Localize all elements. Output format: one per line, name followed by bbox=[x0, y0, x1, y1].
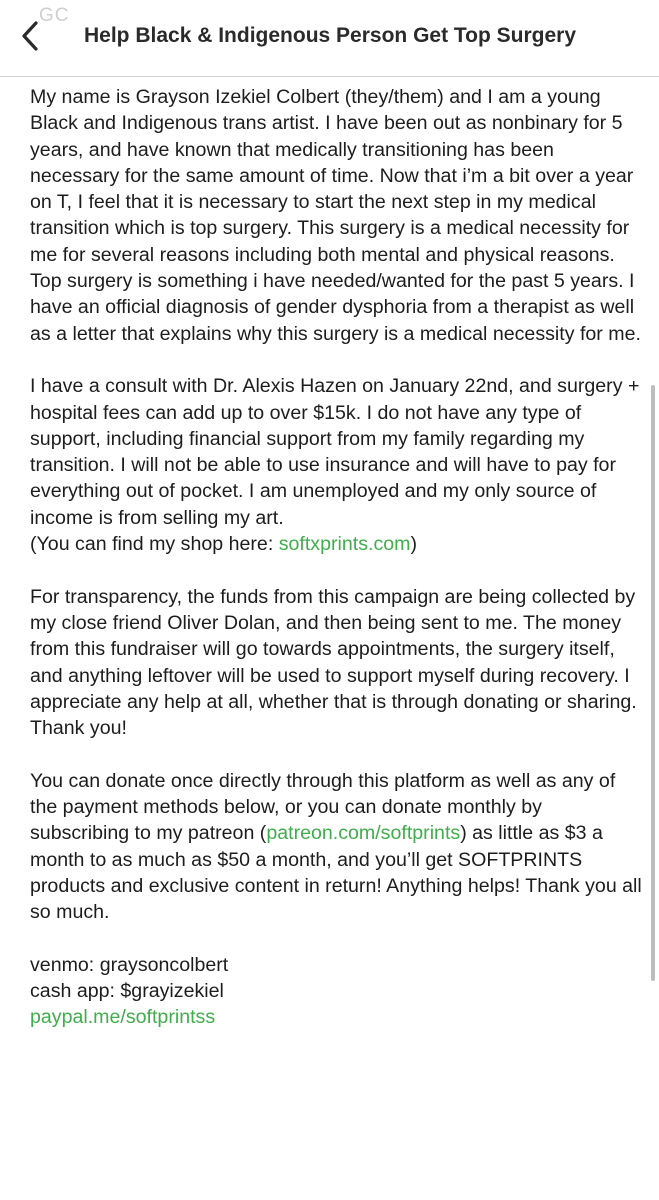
paragraph-intro: My name is Grayson Izekiel Colbert (they/them) and I am a young Black and Indigenous trans artist. I have been out as nonbinary for 5 years, and have known that medically transitioning has been necessary for the same amount of time. Now that i’m a bit over a year on T, I feel that it is necessary to start the next step in my medical transition which is top surgery. This surgery is a medical necessity for me for several reasons including both mental and physical reasons. Top surgery is something i have needed/wanted for the past 5 years. I have an official diagnosis of gender dysphoria from a therapist as well as a letter that explains why this surgery is a medical necessity for me. bbox=[30, 86, 641, 345]
paragraph-donate bbox=[30, 768, 642, 926]
page-title: Help Black & Indigenous Person Get Top Surgery bbox=[84, 24, 577, 47]
costs-text: I have a consult with Dr. Alexis Hazen on January 22nd, and surgery + hospital fees can add up to over $15k. I do not have any type of support, including financial support from my family regarding my transition. I will not be able to use insurance and will have to pay for everything out of pocket. I am unemployed and my only source of income is from selling my art. bbox=[30, 375, 640, 529]
payment-methods bbox=[30, 952, 642, 1031]
donate-text-after: ) as little as $3 a month to as much as $50 a month, and you’ll get SOFTPRINTS products and exclusive content in return! Anything helps! Thank you all so much. bbox=[30, 822, 642, 924]
shop-link[interactable]: softxprints.com bbox=[278, 533, 411, 556]
fundraiser-description bbox=[30, 84, 642, 1031]
shop-prefix: (You can find my shop here: bbox=[30, 533, 279, 556]
scrollbar[interactable] bbox=[651, 385, 655, 981]
paragraph-costs bbox=[30, 373, 642, 557]
shop-line bbox=[30, 531, 642, 557]
cashapp-handle: cash app: $grayizekiel bbox=[30, 980, 224, 1003]
patreon-link[interactable]: patreon.com/softprints bbox=[266, 822, 461, 845]
watermark-initials: GC bbox=[39, 5, 70, 26]
shop-suffix: ) bbox=[410, 533, 417, 556]
paragraph-transparency: For transparency, the funds from this campaign are being collected by my close friend Oliver Dolan, and then being sent to me. The money from this fundraiser will go towards appointments, the surgery itself, and anything leftover will be used to support myself during recovery. I appreciate any help at all, whether that is through donating or sharing. Thank you! bbox=[30, 585, 637, 740]
venmo-handle: venmo: graysoncolbert bbox=[30, 953, 229, 976]
paypal-link[interactable]: paypal.me/softprintss bbox=[30, 1006, 216, 1029]
top-nav-bar bbox=[0, 0, 659, 77]
donate-text-before: You can donate once directly through this platform as well as any of the payment methods below, or you can donate monthly by subscribing to my patreon ( bbox=[30, 769, 616, 845]
